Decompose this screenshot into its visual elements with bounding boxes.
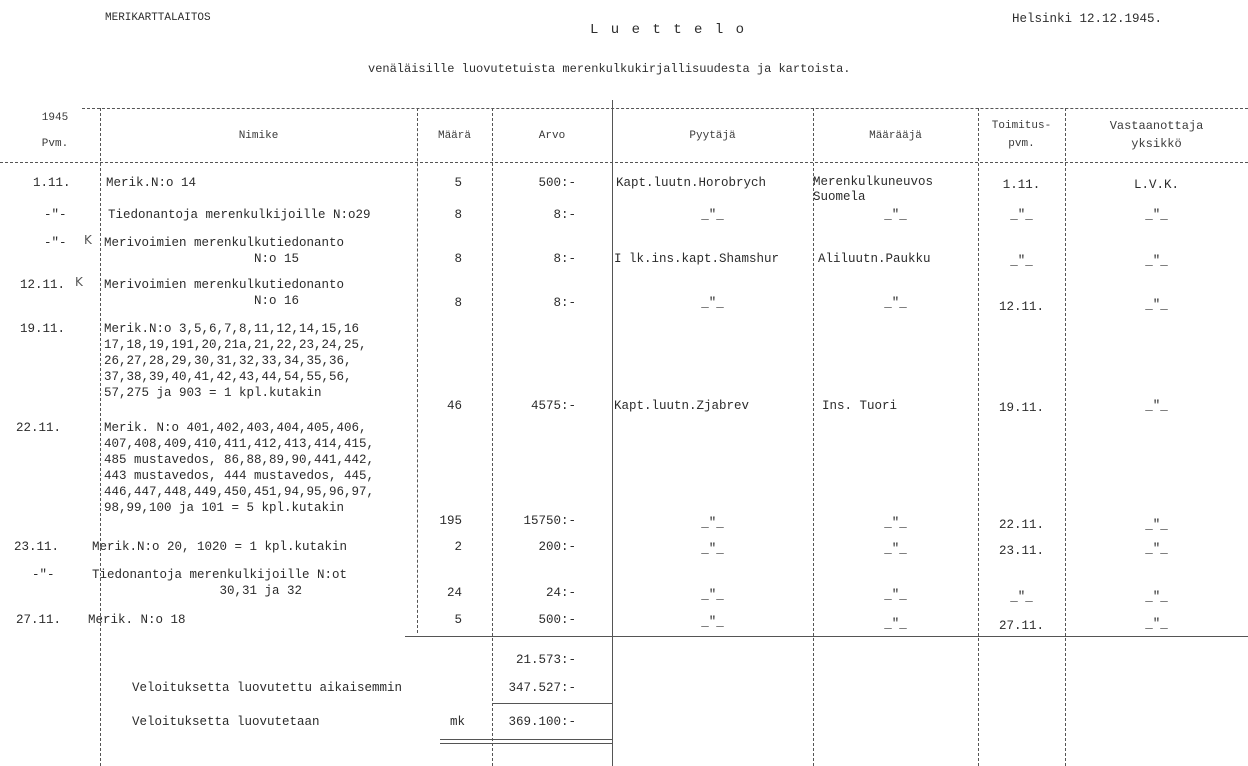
row-6-vastaanottaja: _"_ (1145, 518, 1168, 532)
row-7-vastaanottaja: _"_ (1145, 542, 1168, 556)
subtotal-value: 21.573:- (515, 653, 576, 667)
row-9-pvm: 27.11. (16, 613, 62, 627)
row-6-pvm: 22.11. (16, 421, 62, 435)
row-8-maara: 24 (446, 586, 462, 600)
previous-label: Veloituksetta luovutettu aikaisemmin (132, 681, 403, 695)
row-8-toimitus: _"_ (1010, 590, 1033, 604)
row-2-maaraaja: _"_ (884, 208, 907, 222)
total-unit: mk (450, 715, 466, 729)
row-2-nimike: Tiedonantoja merenkulkijoille N:o29 (108, 208, 371, 222)
row-4-pyytaja: _"_ (701, 296, 724, 310)
row-3-pyytaja: I lk.ins.kapt.Shamshur (614, 252, 780, 266)
row-7-arvo: 200:- (538, 540, 576, 554)
col-header-pyytaja: Pyytäjä (689, 130, 736, 142)
row-5-vastaanottaja: _"_ (1145, 399, 1168, 413)
row-4-toimitus: 12.11. (998, 300, 1044, 314)
row-1-nimike: Merik.N:o 14 (106, 176, 197, 190)
row-5-pvm: 19.11. (20, 322, 66, 336)
row-3-pvm: -"- (44, 236, 67, 250)
row-6-pyytaja: _"_ (701, 516, 724, 530)
row-7-maaraaja: _"_ (884, 542, 907, 556)
row-1-vastaanottaja: L.V.K. (1133, 178, 1179, 192)
row-4-maara: 8 (454, 296, 462, 310)
row-1-toimitus: 1.11. (1002, 178, 1041, 192)
total-label: Veloituksetta luovutetaan (132, 715, 320, 729)
col-header-pvm: Pvm. (41, 138, 69, 150)
row-5-maara: 46 (446, 399, 462, 413)
row-4-nimike: Merivoimien merenkulkutiedonanto N:o 16 (104, 278, 345, 308)
row-3-nimike: Merivoimien merenkulkutiedonanto N:o 15 (104, 236, 345, 266)
document-subtitle: venäläisille luovutetuista merenkulkukirjallisuudesta ja kartoista. (368, 62, 851, 76)
row-8-vastaanottaja: _"_ (1145, 590, 1168, 604)
previous-value: 347.527:- (508, 681, 576, 695)
row-7-pyytaja: _"_ (701, 542, 724, 556)
row-2-vastaanottaja: _"_ (1145, 208, 1168, 222)
row-9-vastaanottaja: _"_ (1145, 617, 1168, 631)
total-value: 369.100:- (508, 715, 576, 729)
row-1-pyytaja: Kapt.luutn.Horobrych (616, 176, 767, 190)
col-rule-4 (612, 100, 613, 766)
row-5-maaraaja: Ins. Tuori (822, 399, 898, 413)
row-7-toimitus: 23.11. (998, 544, 1044, 558)
table-top-rule (82, 108, 1248, 109)
row-9-nimike: Merik. N:o 18 (88, 613, 186, 627)
row-1-arvo: 500:- (538, 176, 576, 190)
row-6-arvo: 15750:- (523, 514, 576, 528)
subtotal-underline (492, 703, 612, 704)
row-4-pvm: 12.11. (20, 278, 66, 292)
row-2-pyytaja: _"_ (701, 208, 724, 222)
row-6-maaraaja: _"_ (884, 516, 907, 530)
handwritten-check-mark: K (75, 275, 83, 289)
row-3-arvo: 8:- (553, 252, 576, 266)
row-2-pvm: -"- (44, 208, 67, 222)
row-7-pvm: 23.11. (14, 540, 60, 554)
row-6-toimitus: 22.11. (998, 518, 1044, 532)
col-header-year: 1945 (41, 112, 69, 124)
row-9-maara: 5 (454, 613, 462, 627)
organization-name: MERIKARTTALAITOS (105, 12, 211, 24)
row-8-maaraaja: _"_ (884, 588, 907, 602)
total-double-rule-2 (440, 743, 612, 744)
row-5-toimitus: 19.11. (998, 401, 1044, 415)
row-8-pvm: -"- (32, 568, 55, 582)
row-5-pyytaja: Kapt.luutn.Zjabrev (614, 399, 750, 413)
totals-top-rule (405, 636, 1248, 637)
row-9-toimitus: 27.11. (998, 619, 1044, 633)
row-2-arvo: 8:- (553, 208, 576, 222)
col-header-maara: Määrä (437, 130, 471, 142)
row-4-vastaanottaja: _"_ (1145, 298, 1168, 312)
col-rule-1 (100, 108, 101, 766)
col-header-yksikko: yksikkö (1131, 137, 1182, 151)
row-3-maaraaja: Aliluutn.Paukku (818, 252, 931, 266)
col-header-toimitus-pvm: pvm. (1008, 138, 1035, 150)
row-2-toimitus: _"_ (1010, 208, 1033, 222)
row-3-vastaanottaja: _"_ (1145, 254, 1168, 268)
place-and-date: Helsinki 12.12.1945. (1012, 12, 1163, 26)
row-3-toimitus: _"_ (1010, 254, 1033, 268)
row-5-arvo: 4575:- (530, 399, 576, 413)
col-header-maaraaja: Määrääjä (869, 130, 922, 142)
col-header-toimitus: Toimitus- (991, 120, 1052, 132)
row-8-arvo: 24:- (545, 586, 576, 600)
row-7-maara: 2 (454, 540, 462, 554)
row-8-pyytaja: _"_ (701, 588, 724, 602)
row-4-maaraaja: _"_ (884, 296, 907, 310)
row-7-nimike: Merik.N:o 20, 1020 = 1 kpl.kutakin (92, 540, 348, 554)
document-title: L u e t t e l o (590, 22, 747, 38)
col-header-nimike: Nimike (238, 130, 279, 142)
row-1-maaraaja: Merenkulkuneuvos Suomela (813, 175, 934, 204)
row-1-maara: 5 (454, 176, 462, 190)
row-5-nimike: Merik.N:o 3,5,6,7,8,11,12,14,15,16 17,18,19,191,20,21a,21,22,23,24,25, 26,27,28,29,30,31,32,33,34,35,36, 37,38,39,40,41,42,43,44,54,55,56, 57,275 ja 903 = 1 kpl.kutakin (104, 322, 367, 400)
col-header-vastaanottaja: Vastaanottaja (1109, 119, 1204, 133)
total-double-rule-1 (440, 739, 612, 740)
col-header-arvo: Arvo (538, 130, 566, 142)
row-8-nimike: Tiedonantoja merenkulkijoille N:ot 30,31 ja 32 (92, 568, 348, 598)
row-6-nimike: Merik. N:o 401,402,403,404,405,406, 407,408,409,410,411,412,413,414,415, 485 mustavedos, 86,88,89,90,441,442, 443 mustavedos, 444 mustavedos, 445, 446,447,448,449,450,451,94,95,96,97, 98,99,100 ja 101 = 5 kpl.kutakin (104, 421, 375, 515)
row-6-maara: 195 (439, 514, 462, 528)
row-9-pyytaja: _"_ (701, 615, 724, 629)
row-9-maaraaja: _"_ (884, 617, 907, 631)
header-bottom-rule (0, 162, 1248, 163)
row-3-maara: 8 (454, 252, 462, 266)
row-2-maara: 8 (454, 208, 462, 222)
row-4-arvo: 8:- (553, 296, 576, 310)
row-1-pvm: 1.11. (33, 176, 71, 190)
row-9-arvo: 500:- (538, 613, 576, 627)
handwritten-check-mark: K (84, 233, 92, 247)
